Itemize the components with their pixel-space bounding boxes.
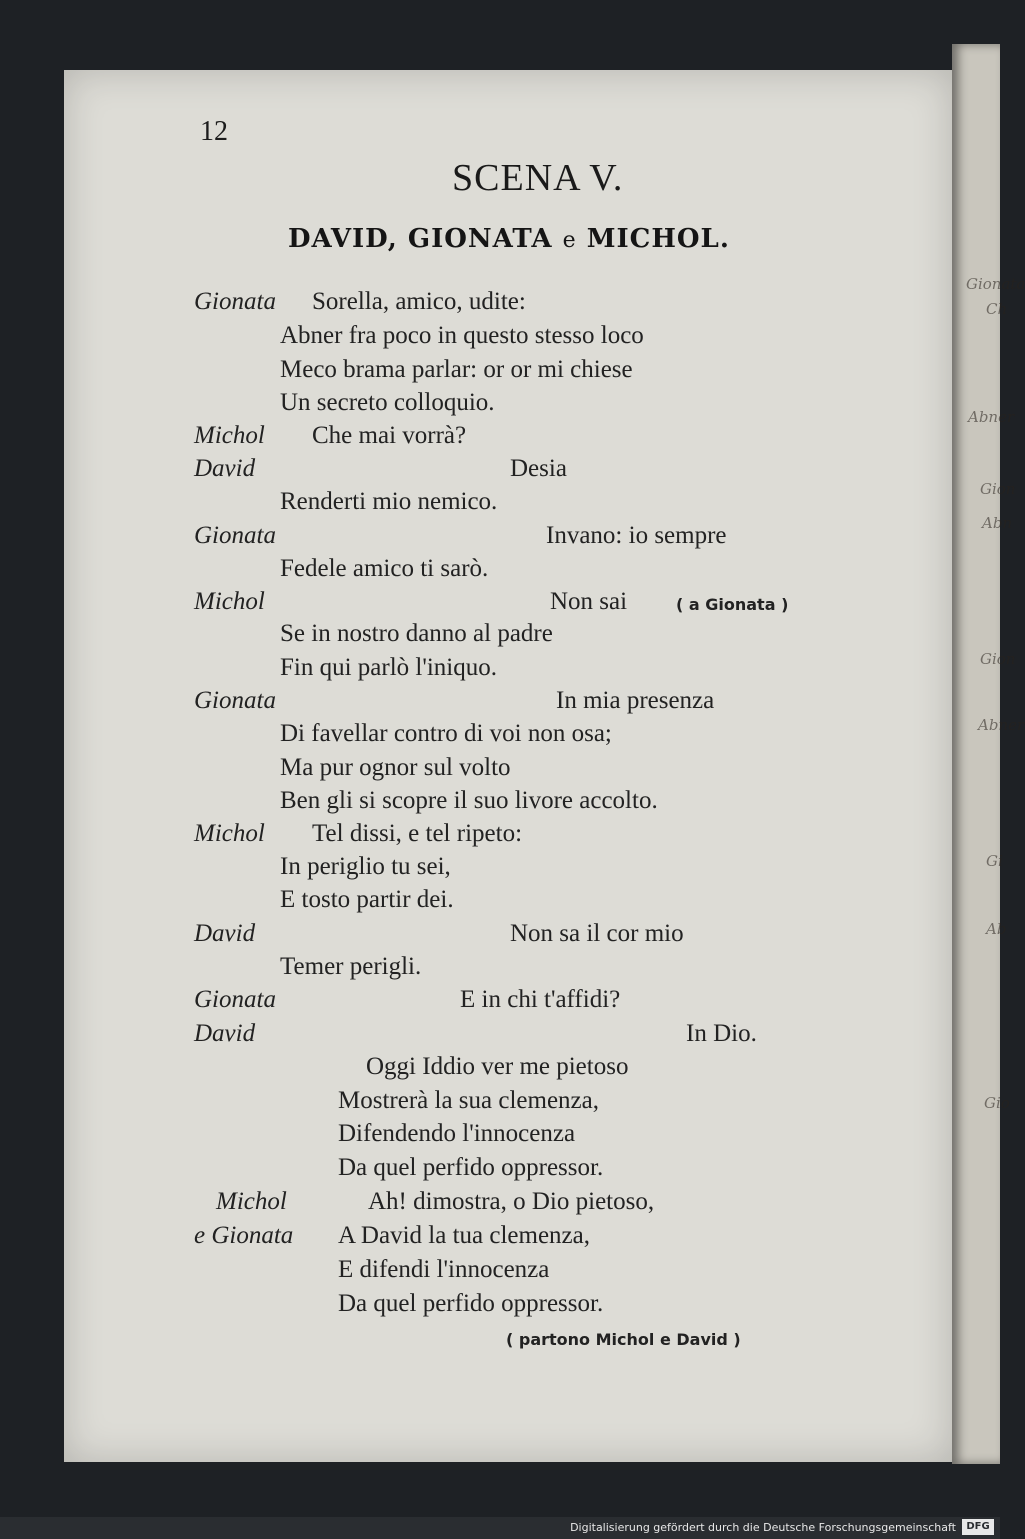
speaker-label: Gionata xyxy=(194,986,276,1013)
speaker-label: Gionata xyxy=(194,522,276,549)
verse-line: Oggi Iddio ver me pietoso xyxy=(366,1053,629,1080)
verse-line: E in chi t'affidi? xyxy=(460,986,621,1013)
verse-line: E tosto partir dei. xyxy=(280,886,454,913)
verse-line: Ben gli si scopre il suo livore accolto. xyxy=(280,787,658,814)
verse-line: Difendendo l'innocenza xyxy=(338,1120,576,1147)
verse-line: Non sa il cor mio xyxy=(510,920,684,947)
verse-line: In mia presenza xyxy=(556,687,715,714)
verse-line: Di favellar contro di voi non osa; xyxy=(280,720,612,747)
verse-line: Ma pur ognor sul volto xyxy=(280,754,511,781)
verse-line: Renderti mio nemico. xyxy=(280,488,498,515)
next-page-edge xyxy=(952,44,1000,1464)
bleed-text: Abn xyxy=(982,514,1013,532)
verse-line: A David la tua clemenza, xyxy=(338,1222,590,1249)
verse-line: In Dio. xyxy=(686,1020,757,1047)
speaker-label: Gionata xyxy=(194,687,276,714)
verse-line: Se in nostro danno al padre xyxy=(280,620,553,647)
character-list xyxy=(288,224,730,254)
verse-line: Un secreto colloquio. xyxy=(280,389,495,416)
character-names: MICHOL. xyxy=(586,224,730,254)
footer-credit: Digitalisierung gefördert durch die Deutsche Forschungsgemeinschaft xyxy=(570,1521,956,1534)
bleed-text: Abner xyxy=(968,408,1015,426)
verse-line: Sorella, amico, udite: xyxy=(312,288,526,315)
speaker-label: Michol xyxy=(216,1188,287,1215)
verse-line: Fedele amico ti sarò. xyxy=(280,555,489,582)
verse-line: Fin qui parlò l'iniquo. xyxy=(280,654,498,681)
speaker-label: Michol xyxy=(194,422,265,449)
dfg-logo: DFG xyxy=(962,1519,994,1535)
verse-line: Mostrerà la sua clemenza, xyxy=(338,1087,599,1114)
bleed-text: Abner xyxy=(978,716,1025,734)
speaker-label: e Gionata xyxy=(194,1222,294,1249)
stage-direction: ( partono Michol e David ) xyxy=(506,1330,741,1349)
verse-line: Desia xyxy=(510,455,567,482)
speaker-label: Michol xyxy=(194,820,265,847)
verse-line: E difendi l'innocenza xyxy=(338,1256,550,1283)
page-number: 12 xyxy=(200,116,228,147)
bleed-text: Ab xyxy=(986,920,1007,938)
speaker-label: David xyxy=(194,1020,256,1047)
stage-direction: ( a Gionata ) xyxy=(676,595,789,614)
character-names: DAVID, GIONATA xyxy=(288,224,553,254)
speaker-label: Michol xyxy=(194,588,265,615)
verse-line: Da quel perfido oppressor. xyxy=(338,1154,604,1181)
verse-line: Tel dissi, e tel ripeto: xyxy=(312,820,523,847)
verse-line: Abner fra poco in questo stesso loco xyxy=(280,322,644,349)
verse-line: Non sai xyxy=(550,588,628,615)
verse-line: Temer perigli. xyxy=(280,953,422,980)
character-conj: e xyxy=(562,228,577,253)
speaker-label: David xyxy=(194,455,256,482)
bleed-text: Gionata xyxy=(966,275,1025,293)
bleed-text: Gion xyxy=(980,480,1016,498)
verse-line: Che mai vorrà? xyxy=(312,422,467,449)
verse-line: Invano: io sempre xyxy=(546,522,727,549)
verse-line: In periglio tu sei, xyxy=(280,853,451,880)
speaker-label: David xyxy=(194,920,256,947)
bleed-text: Gion xyxy=(980,650,1016,668)
verse-line: Ah! dimostra, o Dio pietoso, xyxy=(368,1188,655,1215)
bleed-text: Ch xyxy=(986,300,1008,318)
bleed-text: Gio xyxy=(984,1094,1010,1112)
verse-line: Da quel perfido oppressor. xyxy=(338,1290,604,1317)
bleed-text: Gi xyxy=(986,852,1003,870)
verse-line: Meco brama parlar: or or mi chiese xyxy=(280,356,633,383)
scene-title: SCENA V. xyxy=(452,157,624,199)
speaker-label: Gionata xyxy=(194,288,276,315)
